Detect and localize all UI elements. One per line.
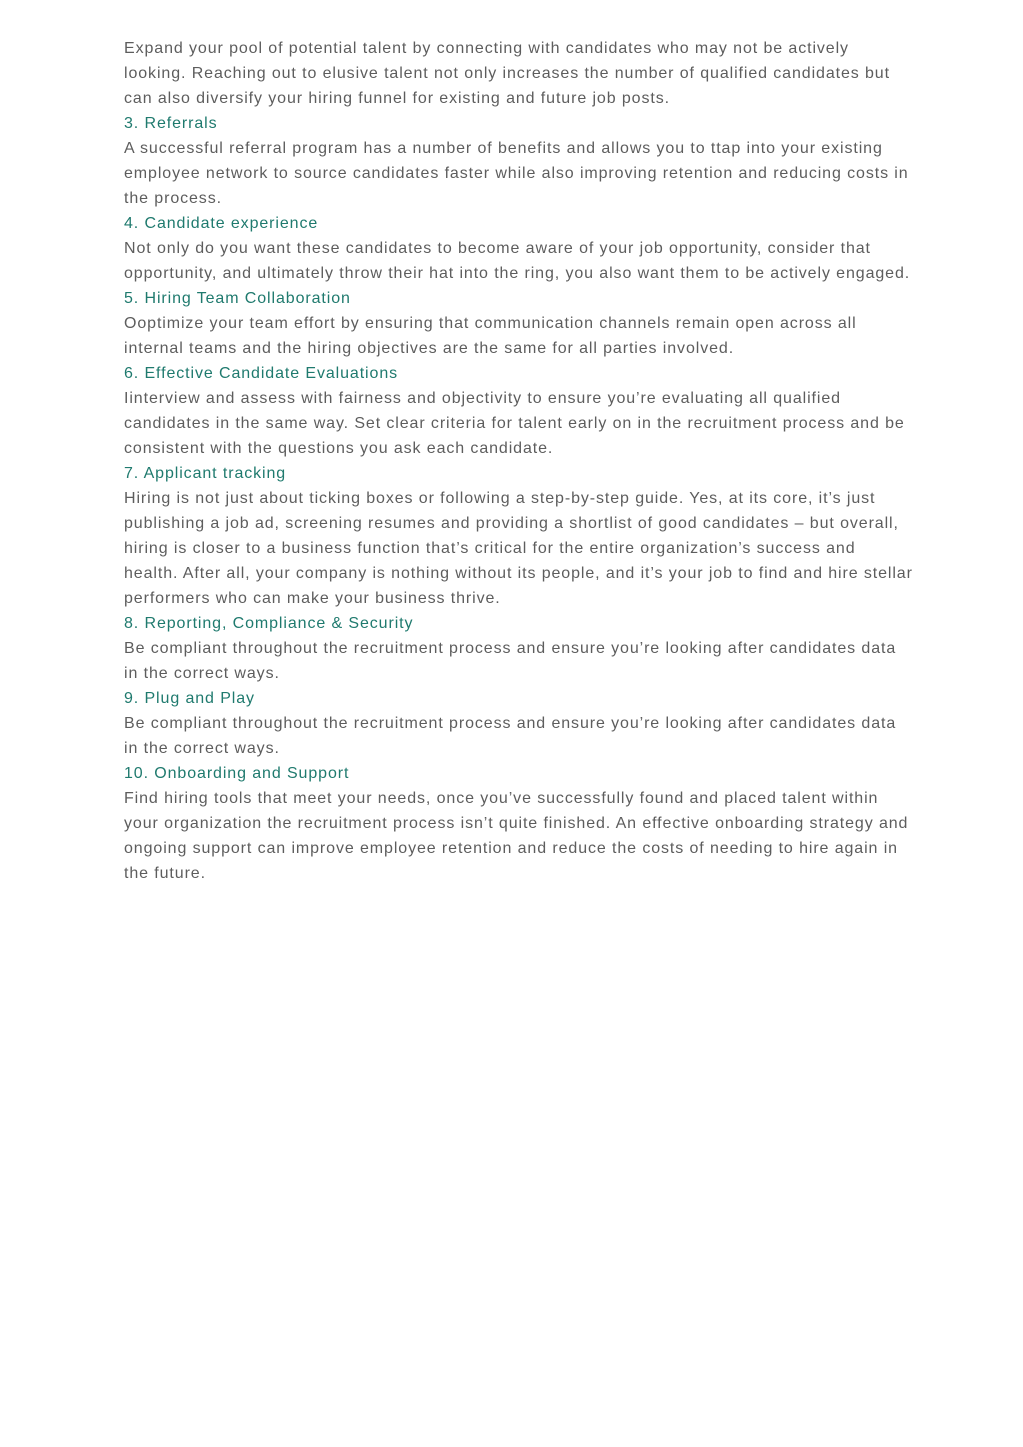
section-body-reporting-compliance: Be compliant throughout the recruitment process and ensure you’re looking after candidates data in the correct ways. — [124, 640, 897, 682]
section-heading-candidate-evaluations: 6. Effective Candidate Evaluations — [124, 365, 399, 382]
section-heading-applicant-tracking: 7. Applicant tracking — [124, 465, 287, 482]
section-body-candidate-experience: Not only do you want these candidates to become aware of your job opportunity, consider that opportunity, and ultimately throw their hat into the ring, you also want them to be actively engaged. — [124, 240, 911, 282]
intro-paragraph: Expand your pool of potential talent by connecting with candidates who may not be actively looking. Reaching out to elusive talent not only increases the number of qualified candidates but can also diversify your hiring funnel for existing and future job posts. — [124, 40, 890, 107]
section-heading-referrals: 3. Referrals — [124, 115, 218, 132]
document-page — [124, 36, 914, 886]
section-heading-reporting-compliance: 8. Reporting, Compliance & Security — [124, 615, 414, 632]
section-body-referrals: A successful referral program has a number of benefits and allows you to ttap into your existing employee network to source candidates faster while also improving retention and reducing costs in the process. — [124, 140, 909, 207]
section-body-applicant-tracking: Hiring is not just about ticking boxes or following a step-by-step guide. Yes, at its core, it’s just publishing a job ad, screening resumes and providing a shortlist of good candidates – but overall, hiring is closer to a business function that’s critical for the entire organization’s success and health. After all, your company is nothing without its people, and it’s your job to find and hire stellar performers who can make your business thrive. — [124, 490, 913, 607]
section-body-plug-and-play: Be compliant throughout the recruitment process and ensure you’re looking after candidates data in the correct ways. — [124, 715, 897, 757]
section-heading-onboarding-support: 10. Onboarding and Support — [124, 765, 350, 782]
section-heading-candidate-experience: 4. Candidate experience — [124, 215, 319, 232]
section-body-onboarding-support: Find hiring tools that meet your needs, once you’ve successfully found and placed talent within your organization the recruitment process isn’t quite finished. An effective onboarding strategy and ongoing support can improve employee retention and reduce the costs of needing to hire again in the future. — [124, 790, 909, 882]
section-heading-plug-and-play: 9. Plug and Play — [124, 690, 255, 707]
section-heading-hiring-team-collaboration: 5. Hiring Team Collaboration — [124, 290, 351, 307]
section-body-candidate-evaluations: Iinterview and assess with fairness and objectivity to ensure you’re evaluating all qualified candidates in the same way. Set clear criteria for talent early on in the recruitment process and be consistent with the questions you ask each candidate. — [124, 390, 905, 457]
section-body-hiring-team-collaboration: Ooptimize your team effort by ensuring that communication channels remain open across all internal teams and the hiring objectives are the same for all parties involved. — [124, 315, 857, 357]
